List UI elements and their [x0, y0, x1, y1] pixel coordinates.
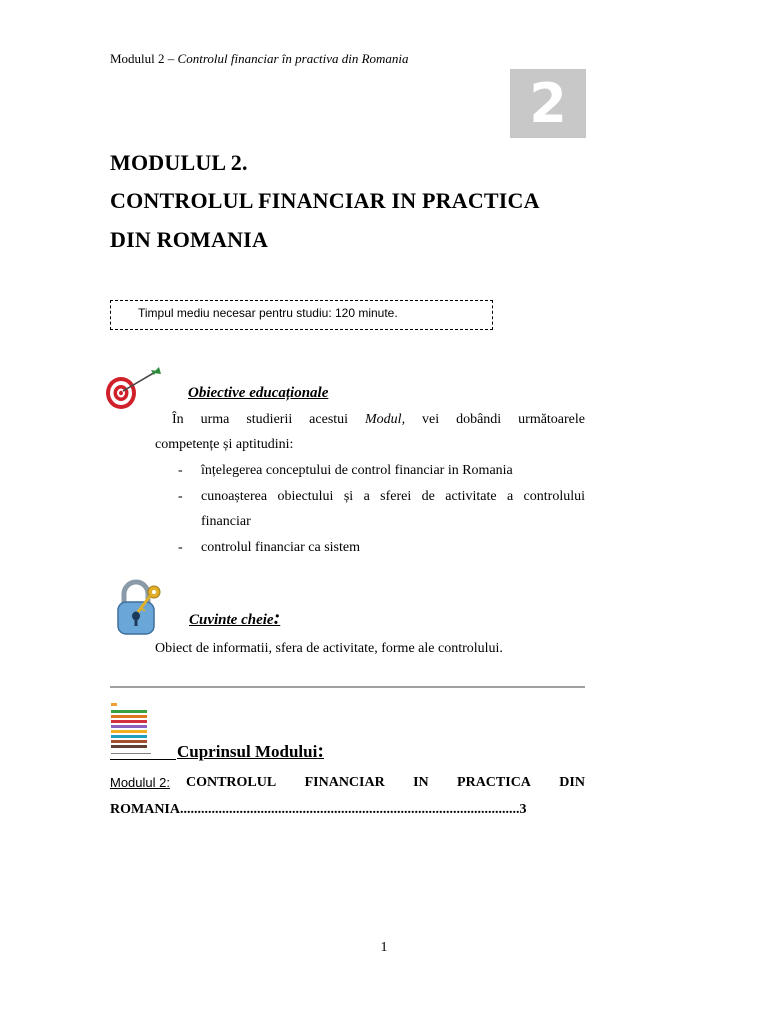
objective-item-2: cunoașterea obiectului și a sferei de activitate a controlului: [201, 489, 585, 504]
objectives-intro-line2: competențe și aptitudini:: [155, 437, 294, 452]
page-header: [110, 51, 409, 67]
keywords-text: Obiect de informatii, sfera de activitate, forme ale controlului.: [155, 641, 503, 656]
contents-title-word: FINANCIAR: [304, 775, 385, 790]
objective-item-2-cont: financiar: [201, 514, 251, 529]
header-subtitle: Controlul financiar în practiva din Romania: [177, 51, 409, 66]
contents-title-word: IN: [413, 775, 429, 790]
contents-list-icon: [110, 703, 152, 757]
module-title-line1: MODULUL 2.: [110, 150, 248, 175]
module-number-badge: 2: [510, 69, 586, 138]
contents-underline-lead: [110, 759, 176, 760]
list-dash: -: [178, 489, 183, 504]
objective-item-1: înțelegerea conceptului de control financiar in Romania: [201, 463, 513, 478]
padlock-key-icon: [114, 578, 164, 638]
header-module: Modulul 2 –: [110, 51, 178, 66]
contents-entry-title: [186, 775, 585, 791]
contents-entry-module-link[interactable]: Modulul 2:: [110, 775, 170, 790]
contents-title-word: CONTROLUL: [185, 775, 277, 790]
objectives-heading: Obiective educaționale: [188, 385, 329, 401]
target-icon: [101, 365, 163, 415]
contents-heading: Cuprinsul Modului:: [177, 740, 324, 762]
study-time-text: Timpul mediu necesar pentru studiu: 120 minute.: [138, 306, 398, 320]
module-title-line3: DIN ROMANIA: [110, 227, 269, 252]
list-dash: -: [178, 540, 183, 555]
section-divider: [110, 686, 585, 688]
contents-entry-line1[interactable]: [110, 775, 585, 791]
contents-title-word: DIN: [559, 775, 585, 790]
page-number: 1: [380, 940, 388, 955]
contents-entry-line2[interactable]: ROMANIA.................................................................................................3: [110, 802, 527, 817]
module-title-line2: CONTROLUL FINANCIAR IN PRACTICA: [110, 188, 540, 213]
objectives-intro-line1: În urma studierii acestui Modul, vei dobândi următoarele: [172, 412, 585, 427]
keywords-heading: Cuvinte cheie:: [189, 607, 281, 629]
objective-item-3: controlul financiar ca sistem: [201, 540, 360, 555]
contents-title-word: PRACTICA: [457, 775, 531, 790]
study-time-box: [110, 300, 493, 330]
list-dash: -: [178, 463, 183, 478]
